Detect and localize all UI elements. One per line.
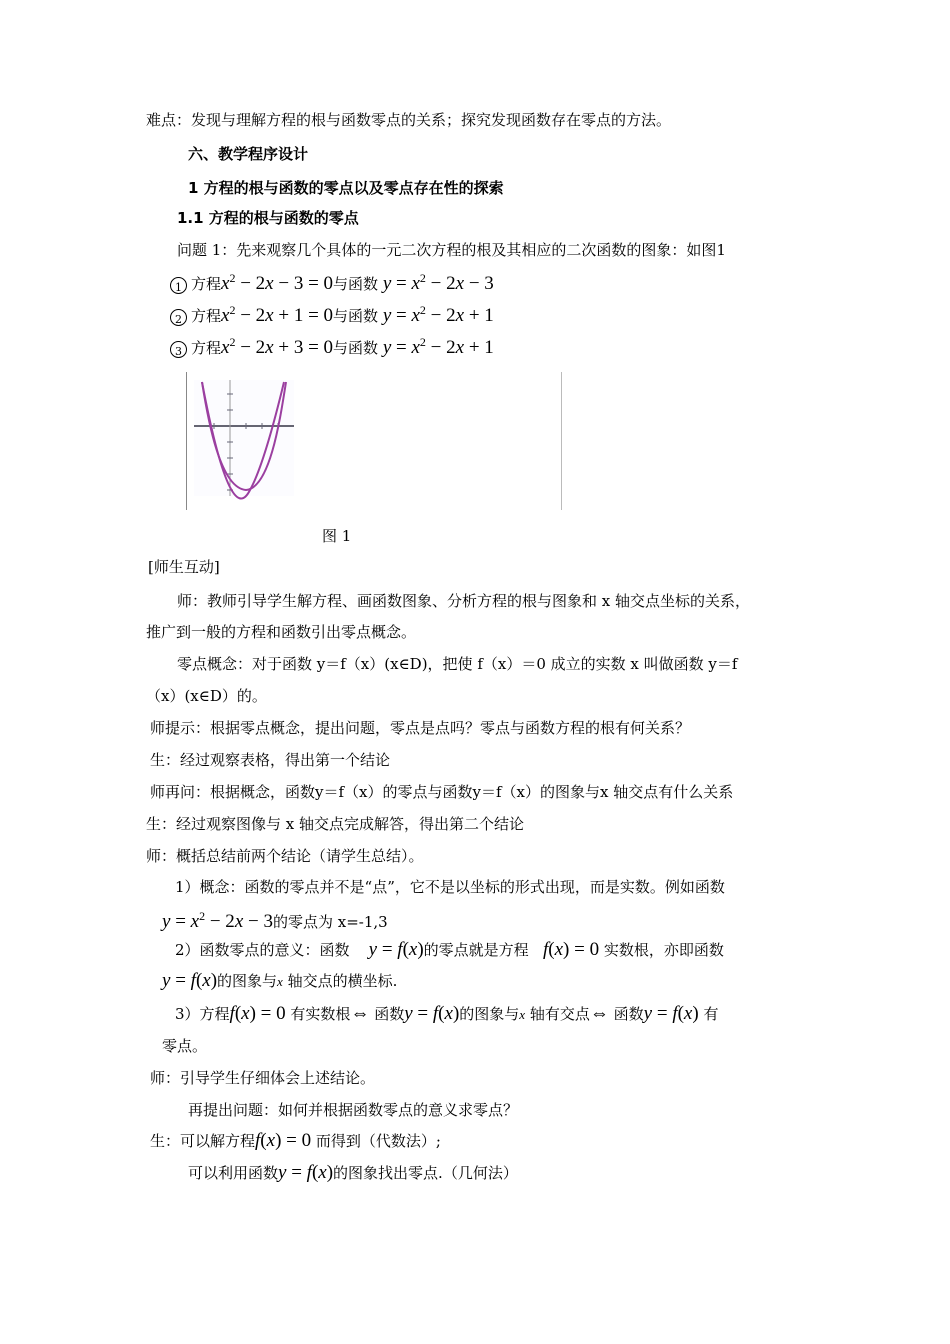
figure-caption: 图 1 — [322, 527, 352, 545]
circled-number-1: 1 — [170, 277, 187, 294]
conclusion-2a: 2）函数零点的意义：函数 y = f(x)的零点就是方程 f(x) = 0 实数根，亦即函数 — [175, 939, 724, 960]
figure-1-frame — [186, 372, 562, 510]
equation-item-3: 3 方程$x^2 - 2x + 3 = 0$与函数 $y = x^2 - 2x + 1$ — [170, 332, 494, 358]
student-answer-1: 生：经过观察表格，得出第一个结论 — [150, 751, 391, 769]
conclusion-3b: 零点。 — [162, 1037, 208, 1055]
student-method-2: 可以利用函数y = f(x)的图象找出零点.（几何法） — [188, 1162, 518, 1183]
teacher-para-1a: 师：教师引导学生解方程、画函数图象、分析方程的根与图象和 x 轴交点坐标的关系， — [177, 592, 750, 610]
conclusion-1b: $y = x^2 - 2x - 3$的零点为 x=-1,3 — [162, 909, 388, 932]
section-heading-6: 六、教学程序设计 — [188, 145, 309, 163]
circled-number-2: 2 — [170, 309, 187, 326]
interaction-label: [师生互动] — [148, 558, 220, 576]
question-1: 问题 1：先来观察几个具体的一元二次方程的根及其相应的二次函数的图象：如图1 — [177, 241, 726, 259]
teacher-summary: 师：概括总结前两个结论（请学生总结）。 — [146, 847, 424, 865]
student-method-1: 生：可以解方程f(x) = 0 而得到（代数法）; — [150, 1130, 441, 1151]
section-heading-1: 1 方程的根与函数的零点以及零点存在性的探索 — [188, 179, 504, 197]
teacher-question-2: 师再问：根据概念，函数y＝f（x）的零点与函数y＝f（x）的图象与x 轴交点有什么关系 — [150, 783, 734, 801]
circled-number-3: 3 — [170, 341, 187, 358]
zero-concept-b: （x）(x∈D）的。 — [146, 687, 267, 705]
teacher-guide: 师：引导学生仔细体会上述结论。 — [150, 1069, 376, 1087]
conclusion-2b: y = f(x)的图象与x 轴交点的横坐标. — [162, 970, 398, 991]
teacher-para-1b: 推广到一般的方程和函数引出零点概念。 — [146, 623, 417, 641]
new-question: 再提出问题：如何并根据函数零点的意义求零点？ — [188, 1101, 519, 1119]
section-heading-1-1: 1.1 方程的根与函数的零点 — [177, 209, 359, 227]
student-answer-2: 生：经过观察图像与 x 轴交点完成解答，得出第二个结论 — [146, 815, 524, 833]
teacher-hint: 师提示：根据零点概念，提出问题，零点是点吗？零点与函数方程的根有何关系？ — [150, 719, 691, 737]
equation-item-1: 1 方程$x^2 - 2x - 3 = 0$与函数 $y = x^2 - 2x - 3$ — [170, 268, 494, 294]
parabola-graph — [194, 380, 304, 510]
equation-item-2: 2 方程$x^2 - 2x + 1 = 0$与函数 $y = x^2 - 2x + 1$ — [170, 300, 494, 326]
conclusion-3a: 3）方程f(x) = 0 有实数根⇔ 函数y = f(x)的图象与x 轴有交点⇔ 函数y = f(x) 有 — [175, 1003, 719, 1024]
zero-concept-a: 零点概念：对于函数 y＝f（x）(x∈D)，把使 f（x）＝0 成立的实数 x 叫做函数 y＝f — [177, 655, 738, 673]
difficulty-text: 难点：发现与理解方程的根与函数零点的关系；探究发现函数存在零点的方法。 — [146, 111, 672, 129]
conclusion-1a: 1）概念：函数的零点并不是“点”，它不是以坐标的形式出现，而是实数。例如函数 — [175, 878, 725, 896]
